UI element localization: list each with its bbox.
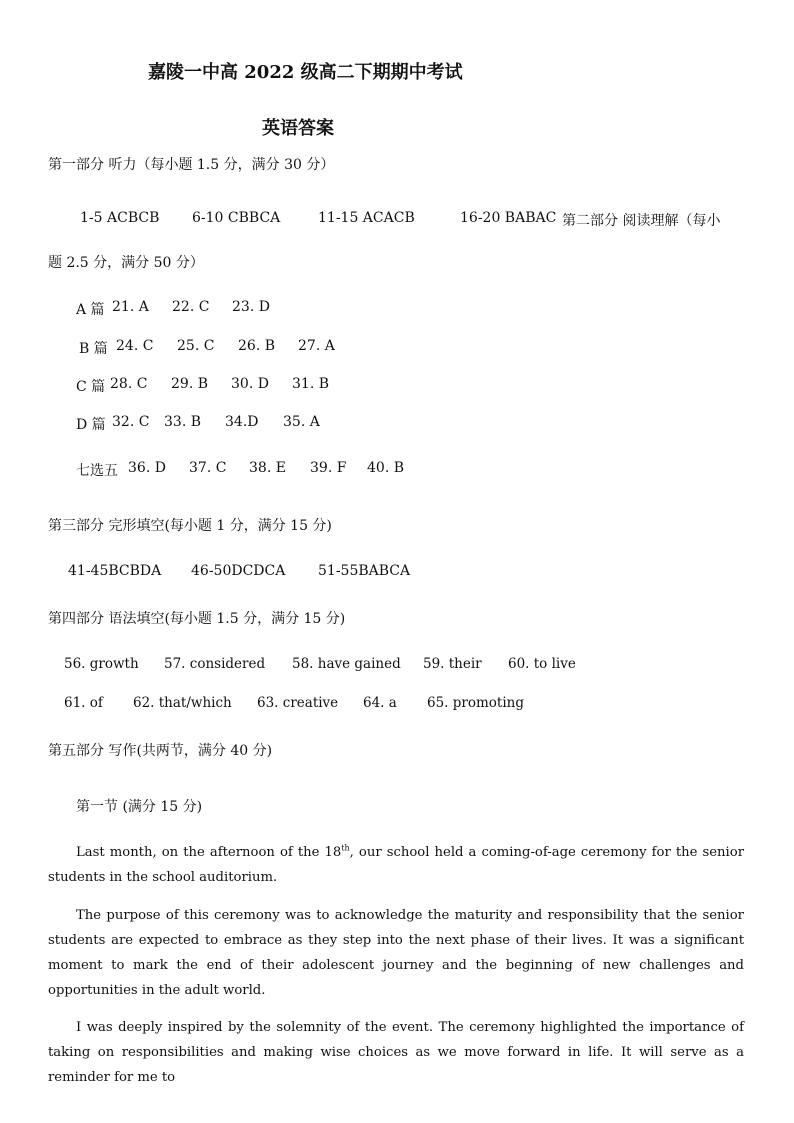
answer-group: 1-5 ACBCB: [80, 210, 160, 226]
answer-subtitle: 英语答案: [262, 118, 334, 139]
essay-text: , our school held a coming-of-age ceremony for the senior students in the school auditorium.: [48, 845, 745, 885]
answer-item: 27. A: [298, 338, 335, 354]
answer-item: 60. to live: [508, 656, 576, 672]
answer-item: 37. C: [189, 460, 227, 476]
answer-item: 59. their: [423, 656, 482, 672]
essay-paragraph-2: [48, 903, 744, 1003]
essay-paragraph-3: [48, 1015, 744, 1090]
answer-group: 11-15 ACACB: [318, 210, 415, 226]
essay-text: I was deeply inspired by the solemnity of the event. The ceremony highlighted the importance of taking on responsibilities and making wise choices as we move forward in life. It will serve as a reminder for me to: [48, 1020, 744, 1085]
answer-item: 24. C: [116, 338, 154, 354]
answer-item: 31. B: [292, 376, 330, 392]
answer-item: 21. A: [112, 299, 149, 315]
answer-group: 16-20 BABAC: [460, 210, 557, 226]
answer-item: 33. B: [164, 414, 202, 430]
section1-heading: 第一节 (满分 15 分): [76, 799, 203, 815]
answer-item: 25. C: [177, 338, 215, 354]
part1-heading: 第一部分 听力（每小题 1.5 分，满分 30 分）: [48, 157, 335, 173]
answer-item: 64. a: [363, 695, 397, 711]
answer-item: 39. F: [310, 460, 347, 476]
passage-label: 七选五: [76, 463, 118, 479]
answer-group: 6-10 CBBCA: [192, 210, 281, 226]
passage-label: B 篇: [79, 341, 108, 357]
answer-item: 38. E: [249, 460, 286, 476]
part2-heading-end: 题 2.5 分，满分 50 分）: [48, 255, 204, 271]
exam-title: 嘉陵一中高 2022 级高二下期期中考试: [148, 62, 463, 83]
part2-heading-start: 第二部分 阅读理解（每小: [562, 213, 721, 229]
answer-group: 51-55BABCA: [318, 563, 411, 579]
essay-text: Last month, on the afternoon of the 18: [76, 845, 342, 860]
passage-label: C 篇: [76, 379, 106, 395]
essay-text: The purpose of this ceremony was to acknowledge the maturity and responsibility that the senior students are expected to embrace as they step into the next phase of their lives. It was a significant moment to mark the end of their adolescent journey and the beginning of new challenges and opportunities in the adult world.: [48, 908, 744, 998]
answer-item: 56. growth: [64, 656, 139, 672]
answer-item: 23. D: [232, 299, 270, 315]
answer-item: 40. B: [367, 460, 405, 476]
passage-label: A 篇: [76, 302, 105, 318]
answer-item: 22. C: [172, 299, 210, 315]
part3-heading: 第三部分 完形填空(每小题 1 分，满分 15 分): [48, 518, 332, 534]
answer-item: 32. C: [112, 414, 150, 430]
answer-item: 28. C: [110, 376, 148, 392]
answer-item: 58. have gained: [292, 656, 401, 672]
answer-item: 29. B: [171, 376, 209, 392]
answer-item: 65. promoting: [427, 695, 524, 711]
essay-paragraph-1: [48, 840, 744, 890]
ordinal-suffix: th: [341, 843, 350, 853]
answer-group: 46-50DCDCA: [191, 563, 286, 579]
answer-item: 61. of: [64, 695, 103, 711]
part4-heading: 第四部分 语法填空(每小题 1.5 分，满分 15 分): [48, 611, 346, 627]
answer-item: 30. D: [231, 376, 269, 392]
answer-item: 35. A: [283, 414, 320, 430]
answer-group: 41-45BCBDA: [68, 563, 162, 579]
answer-item: 57. considered: [164, 656, 266, 672]
answer-item: 36. D: [128, 460, 166, 476]
answer-item: 63. creative: [257, 695, 339, 711]
answer-item: 62. that/which: [133, 695, 232, 711]
answer-item: 26. B: [238, 338, 276, 354]
part5-heading: 第五部分 写作(共两节，满分 40 分): [48, 743, 273, 759]
answer-item: 34.D: [225, 414, 259, 430]
passage-label: D 篇: [76, 417, 106, 433]
